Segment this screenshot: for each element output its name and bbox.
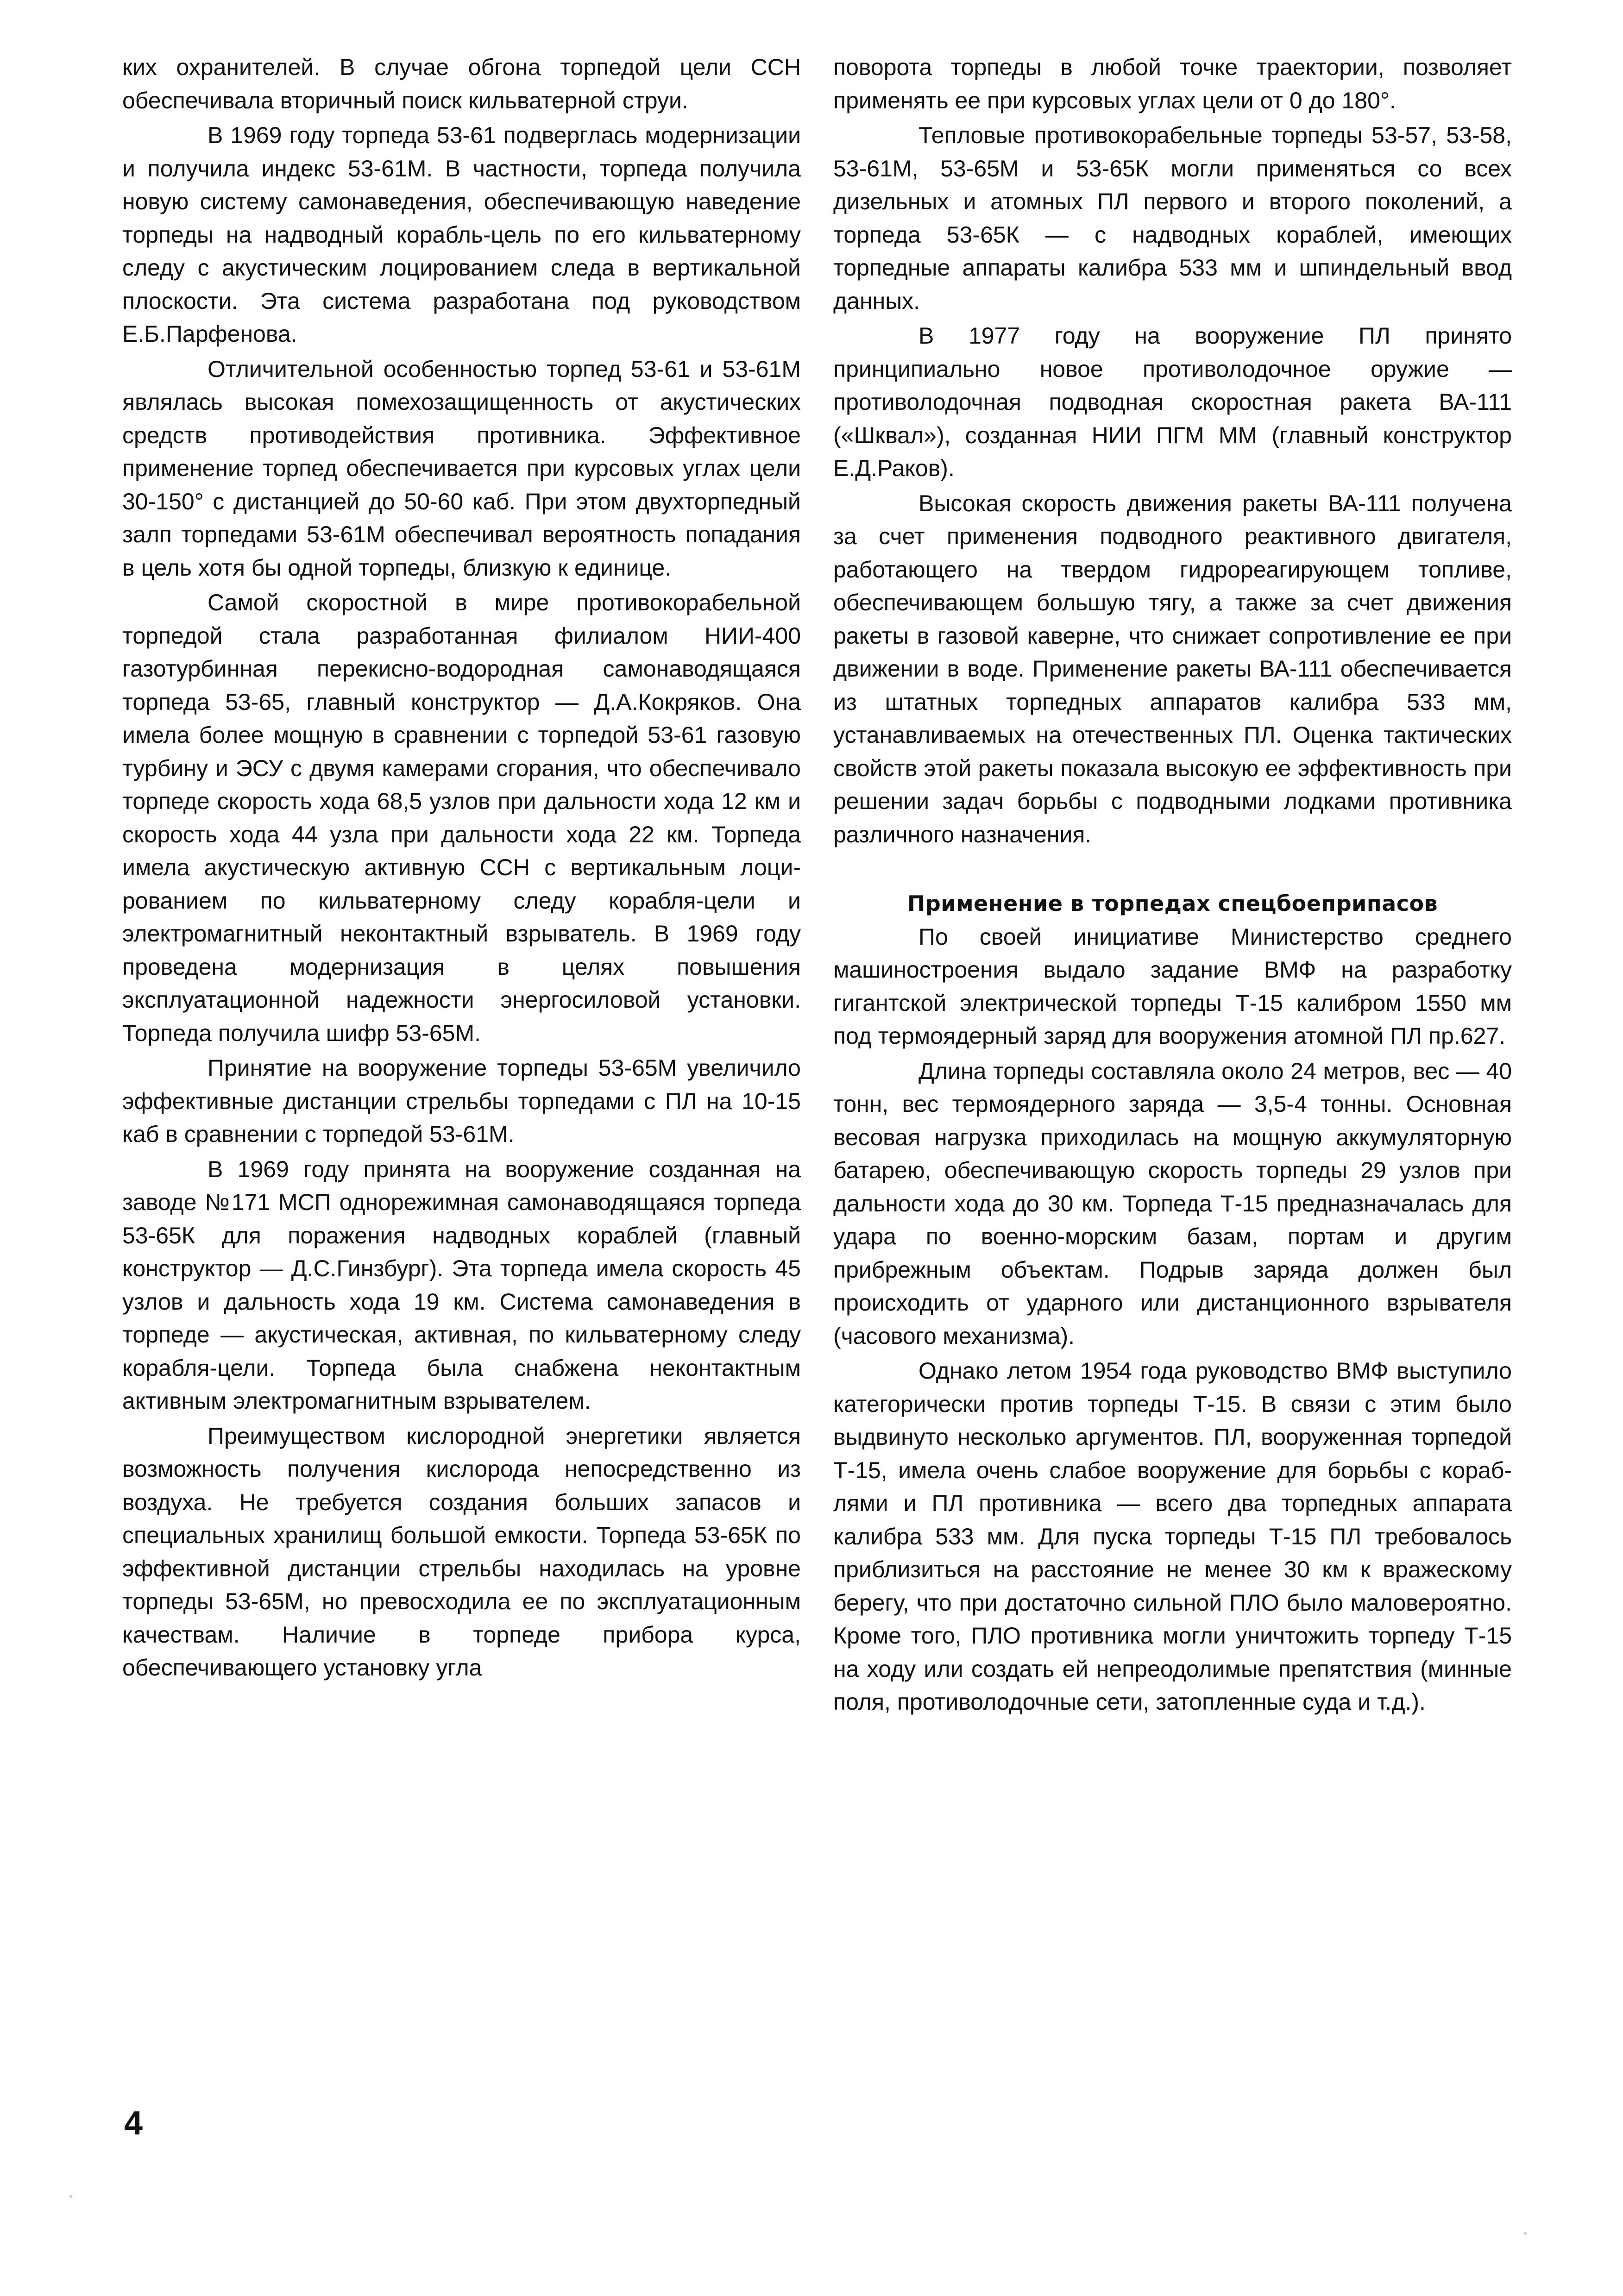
page-number: 4 [124, 2105, 143, 2142]
paragraph: Принятие на вооружение торпеды 53-65М увеличило эффективные дистанции стрельбы торпедами с ПЛ на 10-15 каб в сравнении с торпедой 53-61М. [122, 1055, 801, 1147]
paragraph-continued: ких охранителей. В случае обгона торпедой цели ССН обеспечивала вторичный поиск кильватерной струи. [122, 54, 801, 113]
paragraph: Отличительной особенностью торпед 53-61 и 53-61М являлась высокая помехозащищенность от акустических средств противодействия противника. Эффективное применение торпед обеспечивается при курсовых углах цели 30-150° с дистанцией до 50-60 каб. При этом двухторпедный залп торпедами 53-61М обеспечивал вероятность попадания в цель хотя бы одной торпеды, близкую к единице. [122, 356, 801, 581]
paragraph: Преимуществом кислородной энергетики является возможность получения кислорода непосредственно из воздуха. Не требуется создания больших запасов и специальных хранилищ большой емкости. Торпеда 53-65К по эффективной дистанции стрельбы находилась на уровне торпеды 53-65М, но превосходила ее по эксплуатационным качествам. Наличие в торпеде прибора курса, обеспечивающего установку угла [122, 1423, 801, 1681]
paragraph: В 1969 году принята на вооружение созданная на заводе №171 МСП однорежимная самонаводящаяся торпеда 53-65К для поражения надводных кораблей (главный конструктор — Д.С.Гинзбург). Эта торпеда имела скорость 45 узлов и дальность хода 19 км. Система самонаведения в торпеде — акустическая, активная, по кильватерному следу корабля-цели. Торпеда была снабжена неконтактным активным электромагнитным взрывателем. [122, 1156, 801, 1414]
paragraph: По своей инициативе Министерство среднего машиностроения выдало задание ВМФ на разработку гигантской электрической торпеды Т-15 калибром 1550 мм под термоядерный заряд для вооружения атомной ПЛ пр.627. [833, 923, 1512, 1049]
paragraph: Самой скоростной в мире противокорабельной торпедой стала разработанная филиалом НИИ-400 газотурбинная перекисно-водородная самонаводящаяся торпеда 53-65, главный конструктор — Д.А.Кокряков. Она имела более мощную в сравнении с торпедой 53-61 газовую турбину и ЭСУ с двумя камерами сгорания, что обеспечивало торпеде скорость хода 68,5 узлов при дальности хода 12 км и скорость хода 44 узла при дальности хода 22 км. Торпеда имела акустическую активную ССН с вертикальным лоцированием по кильватерному следу корабля-цели и электромагнитный неконтактный взрыватель. В 1969 году проведена модернизация в целях повышения эксплуатационной надежности энергосиловой установки. Торпеда получила шифр 53-65М. [122, 590, 801, 1046]
left-column [122, 51, 801, 1687]
section-heading: Применение в торпедах спецбоеприпасов [907, 891, 1438, 916]
scan-speck [1524, 2232, 1527, 2235]
paragraph: Однако летом 1954 года руководство ВМФ выступило категорически против торпеды Т-15. В связи с этим было выдвинуто несколько аргументов. ПЛ, вооруженная торпедой Т-15, имела очень слабое вооружение для борьбы с кораблями и ПЛ противника — всего два торпедных аппарата калибра 533 мм. Для пуска торпеды Т-15 ПЛ требовалось приблизиться на расстояние не менее 30 км к вражескому берегу, что при достаточно сильной ПЛО было маловероятно. Кроме того, ПЛО противника могли уничтожить торпеду Т-15 на ходу или создать ей непреодолимые препятствия (минные поля, противолодочные сети, затопленные суда и т.д.). [833, 1358, 1512, 1715]
paragraph: В 1969 году торпеда 53-61 подверглась модернизации и получила индекс 53-61М. В частности, торпеда получила новую систему самонаведения, обеспечивающую наведение торпеды на надводный корабль-цель по его кильватерному следу с акустическим лоцированием следа в вертикальной плоскости. Эта система разработана под руководством Е.Б.Парфенова. [122, 122, 801, 347]
paragraph: В 1977 году на вооружение ПЛ принято принципиально новое противолодочное оружие — противолодочная подводная скоростная ракета ВА-111 («Шквал»), созданная НИИ ПГМ ММ (главный конструктор Е.Д.Раков). [833, 323, 1512, 481]
paragraph: Тепловые противокорабельные торпеды 53-57, 53-58, 53-61М, 53-65М и 53-65К могли применяться со всех дизельных и атомных ПЛ первого и второго поколений, а торпеда 53-65К — с надводных кораблей, имеющих торпедные аппараты калибра 533 мм и шпиндельный ввод данных. [833, 122, 1512, 314]
right-column [833, 51, 1512, 1721]
paragraph: Высокая скорость движения ракеты ВА-111 получена за счет применения подводного реактивного двигателя, работающего на твердом гидрореагирующем топливе, обеспечивающем большую тягу, а также за счет движения ракеты в газовой каверне, что снижает сопротивление ее при движении в воде. Применение ракеты ВА-111 обеспечивается из штатных торпедных аппаратов калибра 533 мм, устанавливаемых на отечественных ПЛ. Оценка тактических свойств этой ракеты показала высокую ее эффективность при решении задач борьбы с подводными лодками противника различного назначения. [833, 490, 1512, 847]
paragraph-continued: поворота торпеды в любой точке траектории, позволяет применять ее при курсовых углах цели от 0 до 180°. [833, 54, 1512, 113]
paragraph: Длина торпеды составляла около 24 метров, вес — 40 тонн, вес термоядерного заряда — 3,5-4 тонны. Основная весовая нагрузка приходилась на мощную аккумуляторную батарею, обеспечивающую скорость торпеды 29 узлов при дальности хода до 30 км. Торпеда Т-15 предназначалась для удара по военно-морским базам, портам и другим прибрежным объектам. Подрыв заряда должен был происходить от ударного или дистанционного взрывателя (часового механизма). [833, 1058, 1512, 1349]
scan-speck [69, 2195, 72, 2198]
